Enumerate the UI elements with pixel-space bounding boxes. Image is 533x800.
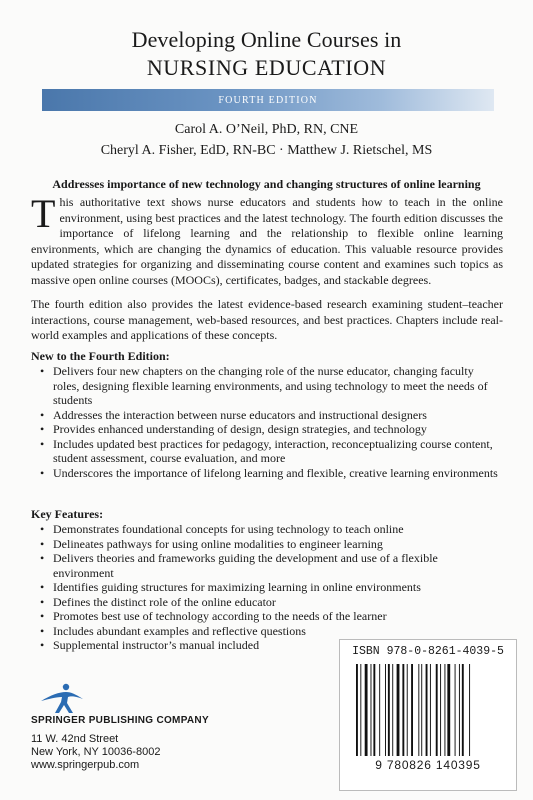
publisher-name: SPRINGER PUBLISHING COMPANY bbox=[31, 715, 209, 726]
authors-line2: Cheryl A. Fisher, EdD, RN-BC · Matthew J. Rietschel, MS bbox=[100, 143, 433, 158]
barcode-bar bbox=[373, 664, 375, 756]
barcode-bar bbox=[385, 664, 386, 756]
barcode-bar bbox=[356, 664, 358, 756]
list-item: • Delivers four new chapters on the changing role of the nurse educator, changing faculty roles, designing flexible learning environments, and using technology to meet the needs of students bbox=[40, 364, 488, 407]
list-item: • Defines the distinct role of the online educator bbox=[40, 594, 276, 609]
barcode-bar bbox=[371, 664, 372, 756]
list-item: • Identifies guiding structures for maximizing learning in online environments bbox=[40, 580, 421, 594]
list-item: • Underscores the importance of lifelong learning and flexible, creative learning environments bbox=[40, 465, 498, 480]
list-item: • Includes updated best practices for pedagogy, interaction, reconceptualizing course content, student assessment, course evaluation, and more bbox=[40, 436, 493, 465]
new-edition-list bbox=[40, 364, 500, 480]
barcode-bar bbox=[365, 664, 368, 756]
bullet: • bbox=[40, 364, 45, 378]
bullet: • bbox=[40, 536, 45, 551]
book-title-line2: NURSING EDUCATION bbox=[146, 55, 387, 80]
barcode-bar bbox=[440, 664, 441, 756]
barcode-bar bbox=[447, 664, 450, 756]
bullet: • bbox=[40, 609, 45, 623]
barcode-bar bbox=[430, 664, 431, 756]
bullet: • bbox=[40, 436, 45, 451]
barcode-bar bbox=[392, 664, 393, 756]
bullet: • bbox=[40, 465, 45, 480]
barcode-bar bbox=[402, 664, 404, 756]
isbn-barcode-box bbox=[339, 639, 517, 791]
bullet: • bbox=[40, 522, 45, 536]
list-item: • Delivers theories and frameworks guiding the development and use of a flexible environment bbox=[40, 551, 438, 580]
drop-cap: T bbox=[31, 191, 56, 236]
list-item: • Delineates pathways for using online modalities to engineer learning bbox=[40, 536, 383, 551]
barcode-bar bbox=[455, 664, 456, 756]
barcode-bar bbox=[436, 664, 438, 756]
bullet: • bbox=[40, 580, 45, 594]
bullet: • bbox=[40, 551, 45, 565]
bullet: • bbox=[40, 638, 45, 652]
barcode-bar bbox=[421, 664, 422, 756]
book-title-line1: Developing Online Courses in bbox=[131, 27, 402, 52]
list-item: • Includes abundant examples and reflective questions bbox=[40, 623, 306, 638]
barcode-bar bbox=[360, 664, 361, 756]
edition-label: FOURTH EDITION bbox=[218, 95, 318, 106]
barcode-bar bbox=[469, 664, 470, 756]
bullet: • bbox=[40, 594, 45, 609]
authors-line1: Carol A. O’Neil, PhD, RN, CNE bbox=[174, 122, 359, 137]
barcode-bar bbox=[411, 664, 413, 756]
list-item: • Supplemental instructor’s manual included bbox=[40, 638, 260, 652]
publisher-website[interactable]: www.springerpub.com bbox=[31, 759, 140, 771]
isbn-label: ISBN 978-0-8261-4039-5 bbox=[352, 645, 504, 658]
publisher-address bbox=[31, 733, 160, 772]
intro-paragraph-2: The fourth edition also provides the latest evidence-based research examining student–teacher interactions, course management, web-based resources, and best practices. Chapters include real-world examples and applications of these concepts. bbox=[31, 297, 503, 342]
key-features-list bbox=[40, 522, 500, 653]
address-city: New York, NY 10036-8002 bbox=[31, 746, 161, 758]
list-item: • Addresses the interaction between nurse educators and instructional designers bbox=[40, 407, 427, 422]
address-street: 11 W. 42nd Street bbox=[31, 733, 119, 745]
barcode-bar bbox=[459, 664, 460, 756]
list-item: • Promotes best use of technology according to the needs of the learner bbox=[40, 609, 387, 623]
key-features-heading: Key Features: bbox=[31, 507, 104, 521]
bullet: • bbox=[40, 407, 45, 422]
barcode-bar bbox=[379, 664, 380, 756]
barcode-bar bbox=[397, 664, 400, 756]
barcode-bar bbox=[444, 664, 445, 756]
bullet: • bbox=[40, 422, 45, 436]
edition-band bbox=[42, 89, 494, 111]
barcode-bar bbox=[462, 664, 464, 756]
new-edition-heading: New to the Fourth Edition: bbox=[31, 349, 170, 363]
barcode-bar bbox=[407, 664, 408, 756]
intro-paragraph-1-text: his authoritative text shows nurse educators and students how to teach in the online environment, using best practices and the latest technology. The fourth edition discusses the importance of lifelong learning and the relationship to flexible online learning environments, which are changing the dynamics of education. This valuable resource provides updated strategies for organizing and disseminating course content and examines such topics as massive open online courses (MOOCs), certificates, badges, and stackable degrees. bbox=[31, 195, 503, 287]
list-item: • Demonstrates foundational concepts for using technology to teach online bbox=[40, 522, 404, 536]
barcode-bar bbox=[426, 664, 428, 756]
bullet: • bbox=[40, 623, 45, 638]
springer-figure-icon bbox=[33, 683, 93, 715]
barcode-icon bbox=[354, 664, 500, 756]
list-item: • Provides enhanced understanding of design, design strategies, and technology bbox=[40, 422, 427, 436]
barcode-bar bbox=[388, 664, 390, 756]
barcode-digits: 9 780826 140395 bbox=[375, 758, 481, 772]
barcode-bar bbox=[418, 664, 419, 756]
intro-paragraph-1 bbox=[31, 191, 503, 288]
tagline: Addresses importance of new technology and changing structures of online learning bbox=[52, 177, 481, 191]
